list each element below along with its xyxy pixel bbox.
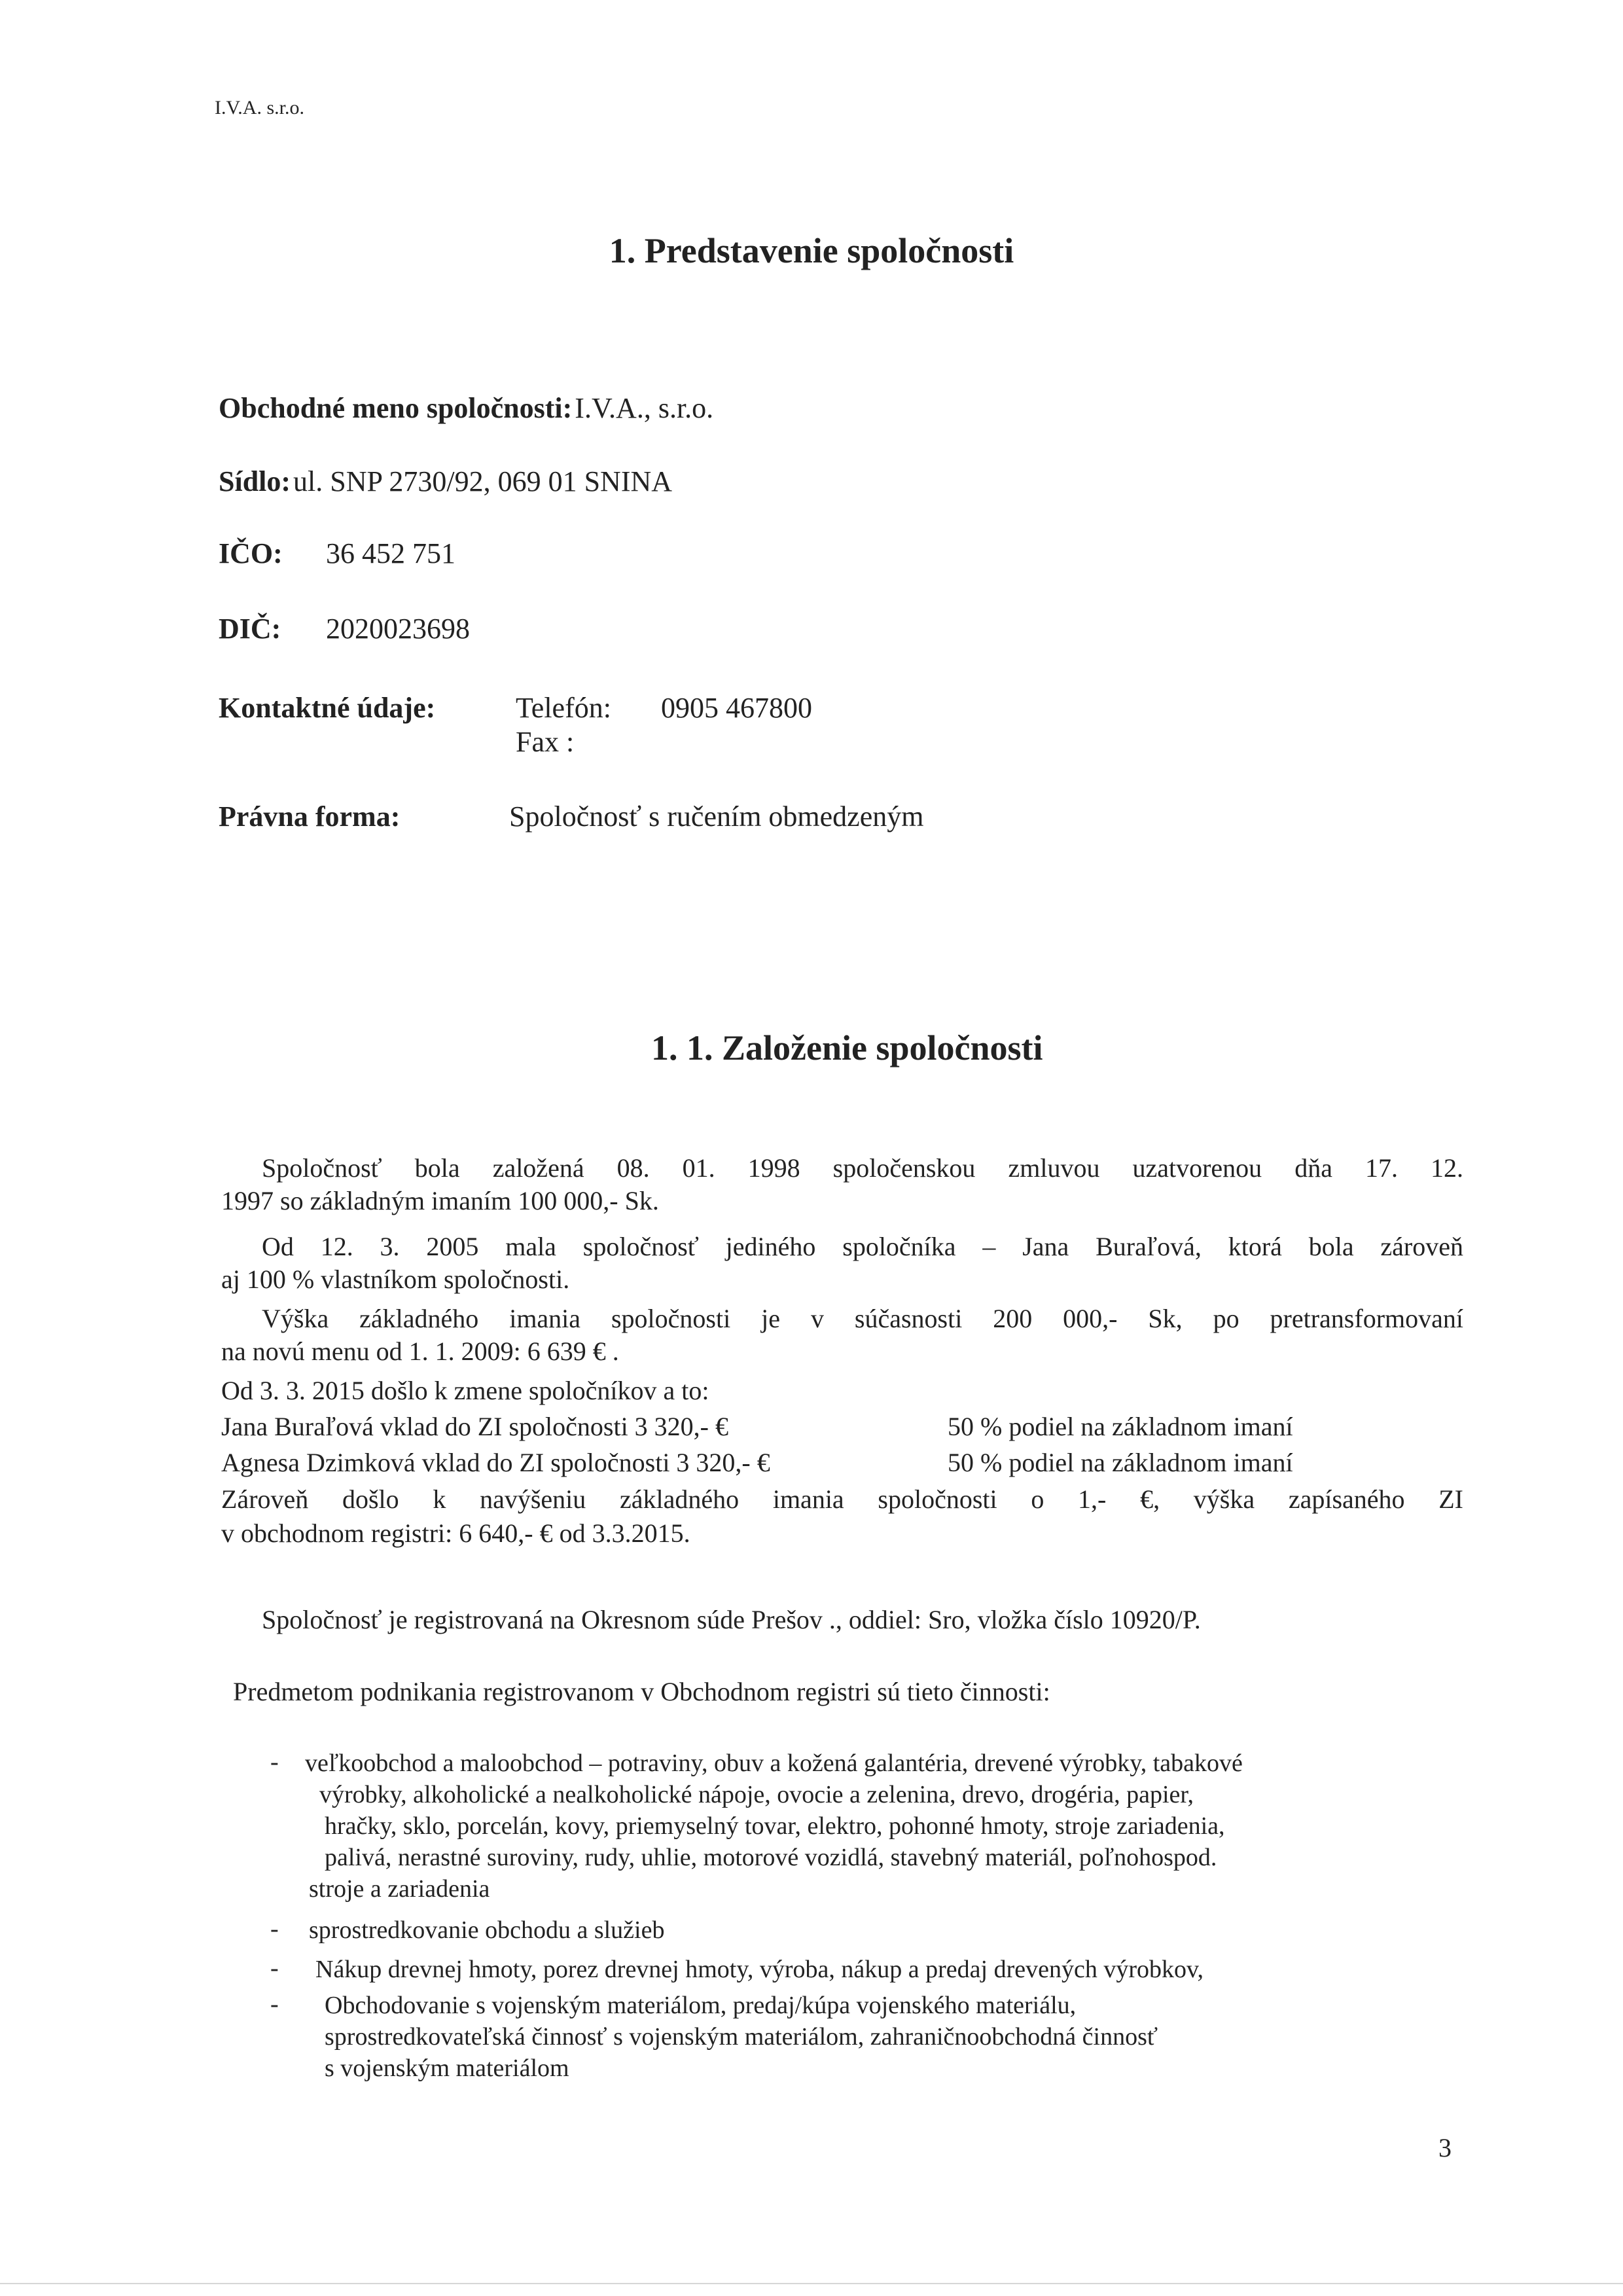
activity-4-line2: sprostredkovateľská činnosť s vojenským materiálom, zahraničnoobchodná činnosť xyxy=(325,2023,1158,2051)
activity-1-line4: palivá, nerastné suroviny, rudy, uhlie, motorové vozidlá, stavebný materiál, poľnohospod. xyxy=(325,1844,1217,1871)
seat-value: ul. SNP 2730/92, 069 01 SNINA xyxy=(293,465,673,497)
page-title: 1. Predstavenie spoločnosti xyxy=(609,231,1014,270)
registration-text: Spoločnosť je registrovaná na Okresnom súde Prešov ., oddiel: Sro, vložka číslo 10920/P. xyxy=(262,1605,1201,1634)
legal-form-label: Právna forma: xyxy=(219,800,401,833)
phone-value: 0905 467800 xyxy=(661,692,812,724)
company-name-row xyxy=(219,391,713,425)
page-number: 3 xyxy=(1438,2133,1452,2162)
activity-2: sprostredkovanie obchodu a služieb xyxy=(309,1916,665,1944)
founding-p5-line2: v obchodnom registri: 6 640,- € od 3.3.2015. xyxy=(221,1518,690,1548)
owner2-deposit: Agnesa Dzimková vklad do ZI spoločnosti 3 320,- € xyxy=(221,1448,770,1477)
phone-label: Telefón: xyxy=(516,692,611,724)
activity-1-line1: veľkoobchod a maloobchod – potraviny, obuv a kožená galantéria, drevené výrobky, tabakové xyxy=(305,1749,1243,1777)
section-title: 1. 1. Založenie spoločnosti xyxy=(651,1028,1043,1067)
founding-p5-line1: Zároveň došlo k navýšeniu základného imania spoločnosti o 1,- €, výška zapísaného ZI xyxy=(221,1484,1463,1514)
activity-1-line3: hračky, sklo, porcelán, kovy, priemyselný tovar, elektro, pohonné hmoty, stroje zariadenia, xyxy=(325,1812,1225,1840)
list-bullet: - xyxy=(270,1748,279,1776)
founding-p4-line1: Od 3. 3. 2015 došlo k zmene spoločníkov a to: xyxy=(221,1376,709,1405)
company-name-value: I.V.A., s.r.o. xyxy=(575,392,714,424)
dic-value: 2020023698 xyxy=(326,613,470,645)
activity-4-line3: s vojenským materiálom xyxy=(325,2054,569,2082)
founding-p1-line1: Spoločnosť bola založená 08. 01. 1998 spoločenskou zmluvou uzatvorenou dňa 17. 12. xyxy=(262,1153,1463,1183)
founding-p2-line2: aj 100 % vlastníkom spoločnosti. xyxy=(221,1265,570,1294)
activity-1-line5: stroje a zariadenia xyxy=(309,1875,490,1903)
founding-p2-line1: Od 12. 3. 2005 mala spoločnosť jediného spoločníka – Jana Buraľová, ktorá bola zároveň xyxy=(262,1232,1463,1261)
scan-edge-line xyxy=(0,2283,1623,2284)
list-bullet: - xyxy=(270,1954,279,1982)
contact-label: Kontaktné údaje: xyxy=(219,692,436,724)
page-header: I.V.A. s.r.o. xyxy=(215,97,304,118)
founding-p3-line2: na novú menu od 1. 1. 2009: 6 639 € . xyxy=(221,1336,619,1366)
list-bullet: - xyxy=(270,1990,279,2018)
seat-label: Sídlo: xyxy=(219,465,291,497)
activities-intro: Predmetom podnikania registrovanom v Obchodnom registri sú tieto činnosti: xyxy=(233,1677,1050,1706)
founding-p1-line2: 1997 so základným imaním 100 000,- Sk. xyxy=(221,1186,659,1215)
company-name-label: Obchodné meno spoločnosti: xyxy=(219,392,573,424)
fax-label: Fax : xyxy=(516,726,575,758)
ico-value: 36 452 751 xyxy=(326,537,455,569)
activity-1-line2: výrobky, alkoholické a nealkoholické nápoje, ovocie a zelenina, drevo, drogéria, papier, xyxy=(319,1781,1194,1808)
activity-4-line1: Obchodovanie s vojenským materiálom, predaj/kúpa vojenského materiálu, xyxy=(325,1992,1077,2019)
seat-row xyxy=(219,465,672,498)
founding-p3-line1: Výška základného imania spoločnosti je v súčasnosti 200 000,- Sk, po pretransformovaní xyxy=(262,1304,1463,1333)
legal-form-value: Spoločnosť s ručením obmedzeným xyxy=(509,800,924,833)
owner2-share: 50 % podiel na základnom imaní xyxy=(948,1448,1293,1477)
activity-3: Nákup drevnej hmoty, porez drevnej hmoty, výroba, nákup a predaj drevených výrobkov, xyxy=(315,1956,1204,1983)
owner1-share: 50 % podiel na základnom imaní xyxy=(948,1412,1293,1441)
owner1-deposit: Jana Buraľová vklad do ZI spoločnosti 3 320,- € xyxy=(221,1412,728,1441)
dic-label: DIČ: xyxy=(219,613,281,645)
ico-label: IČO: xyxy=(219,537,283,569)
list-bullet: - xyxy=(270,1915,279,1943)
